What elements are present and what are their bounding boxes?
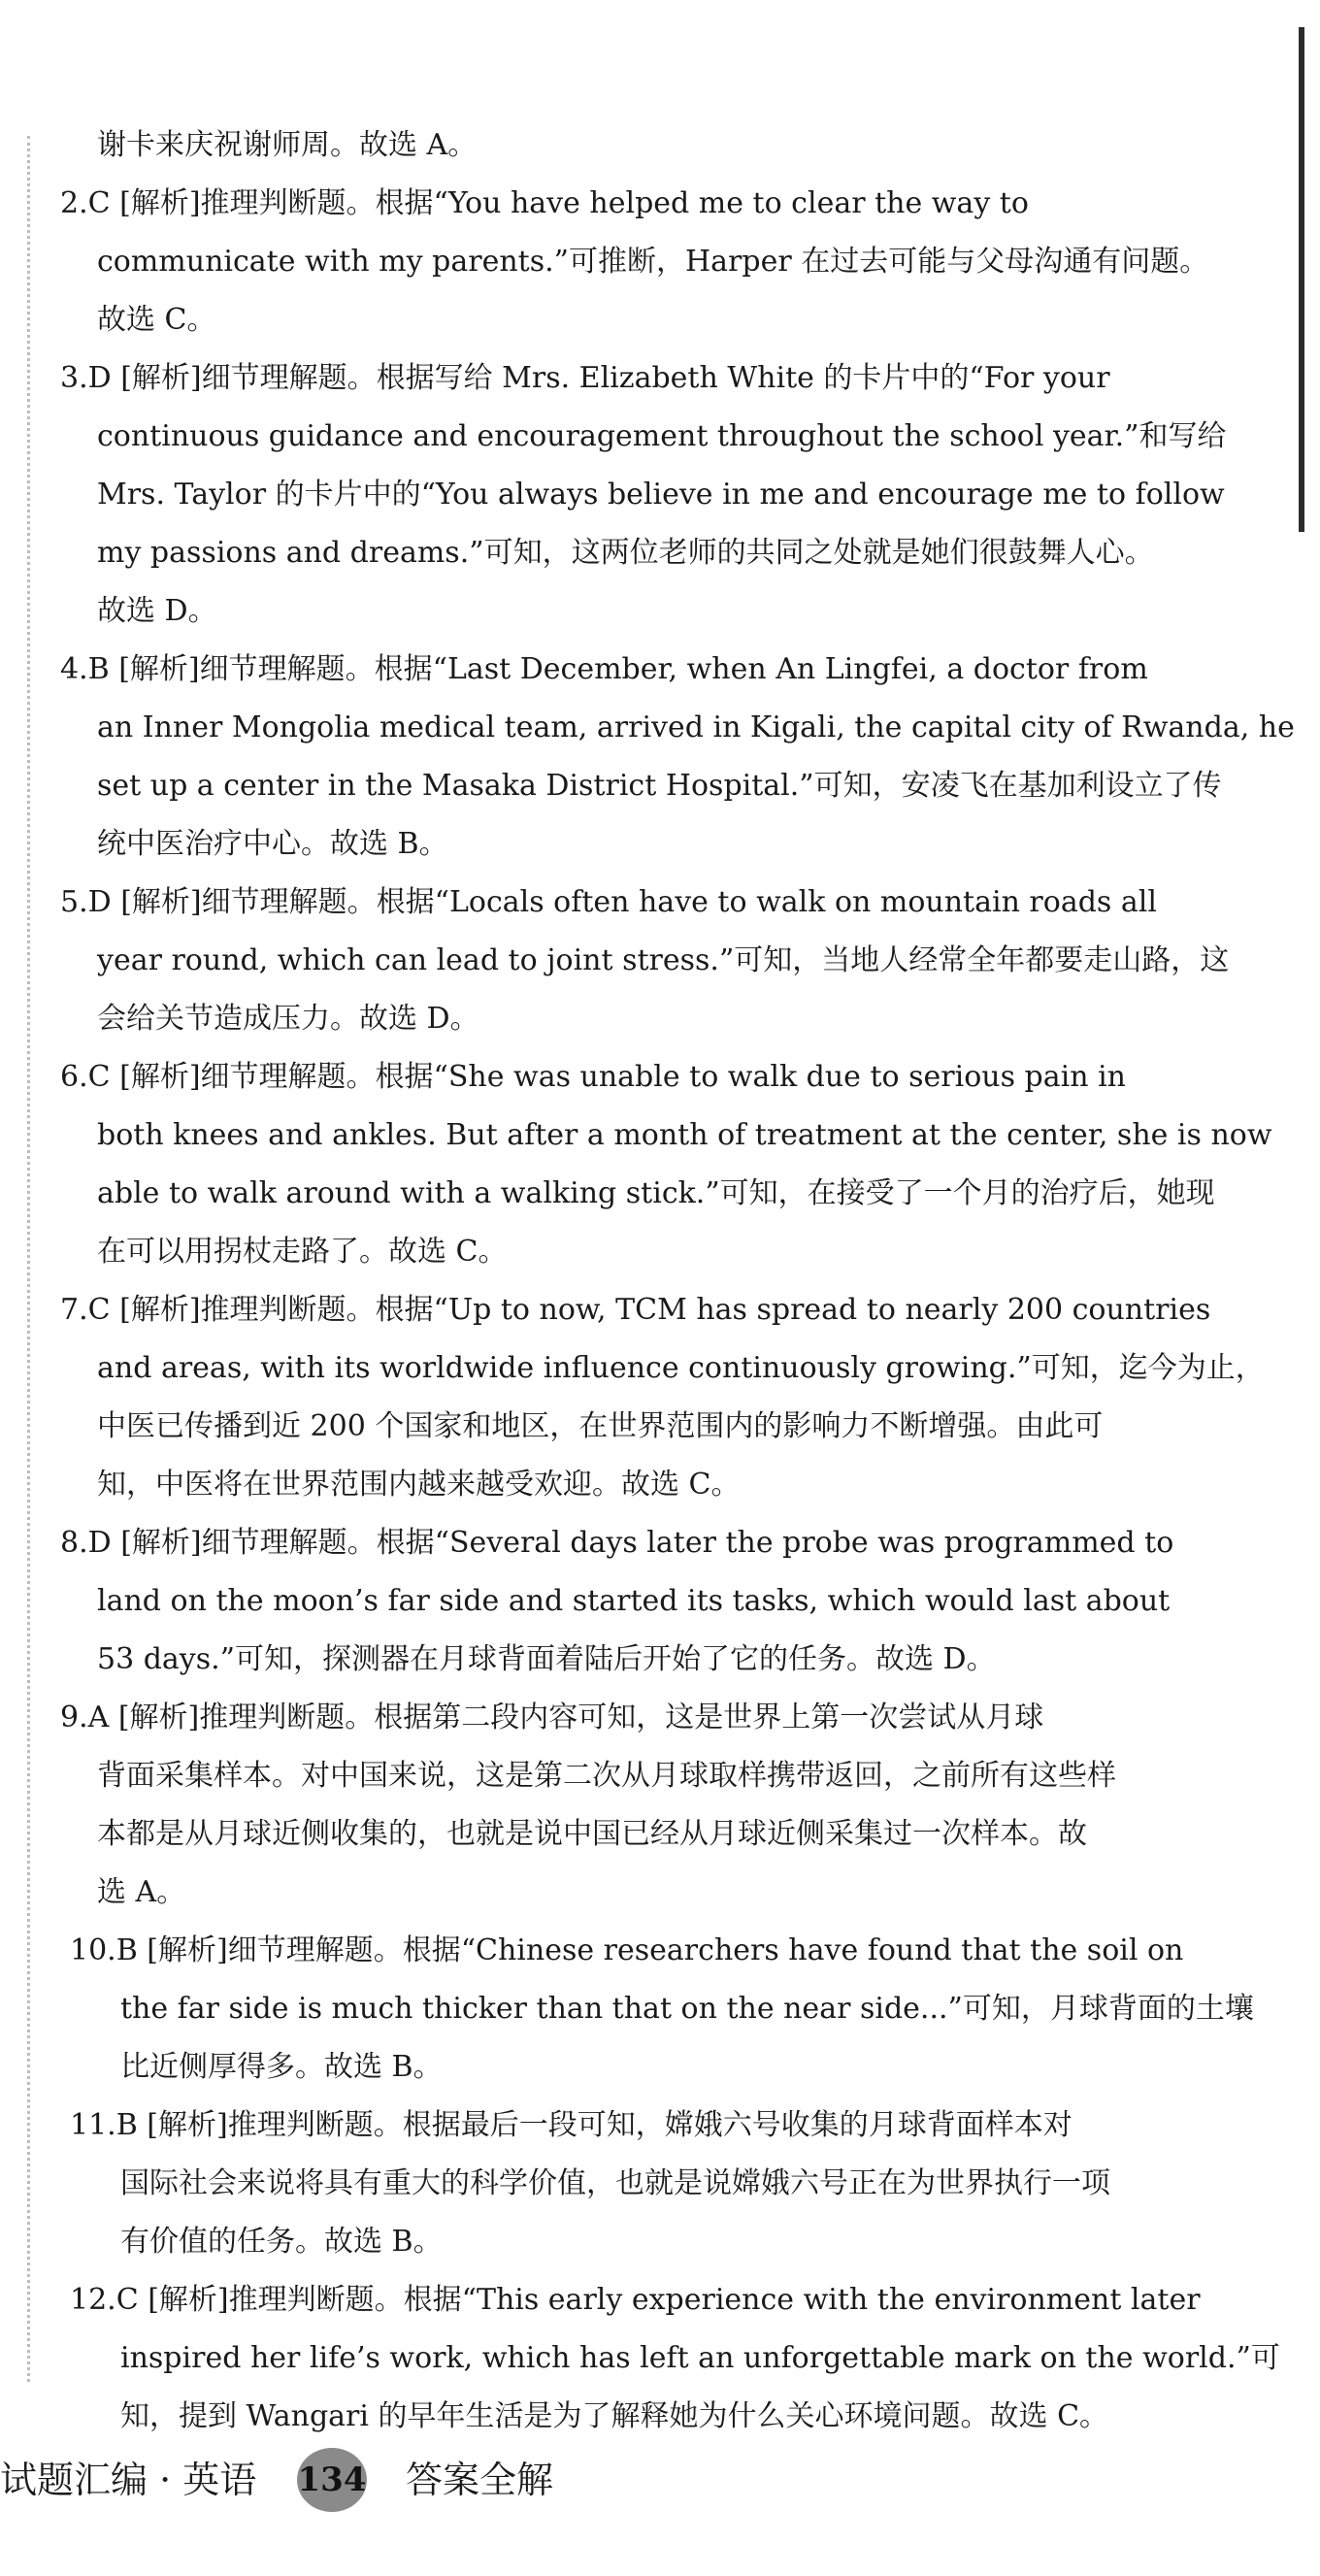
text-line: 2.C [解析]推理判断题。根据“You have helped me to clear the way to [60, 186, 1029, 220]
page-number: 134 [297, 2448, 367, 2512]
text-line: able to walk around with a walking stick.”可知，在接受了一个月的治疗后，她现 [97, 1176, 1215, 1210]
text-line: set up a center in the Masaka District Hospital.”可知，安凌飞在基加利设立了传 [97, 769, 1222, 803]
text-line: and areas, with its worldwide influence continuously growing.”可知，迄今为止， [97, 1351, 1265, 1385]
text-line: continuous guidance and encouragement throughout the school year.”和写给 [97, 419, 1227, 453]
text-line: 3.D [解析]细节理解题。根据写给 Mrs. Elizabeth White 的卡片中的“For your [60, 361, 1110, 395]
footer-book-title: 试题汇编 · 英语 [0, 2459, 257, 2501]
text-line: 5.D [解析]细节理解题。根据“Locals often have to walk on mountain roads all [60, 885, 1157, 919]
answer-explanations [60, 116, 1295, 2446]
text-line: 知，中医将在世界范围内越来越受欢迎。故选 C。 [97, 1468, 741, 1502]
text-line: 比近侧厚得多。故选 B。 [120, 2050, 443, 2084]
text-line: 会给关节造成压力。故选 D。 [97, 1002, 479, 1036]
text-line: 国际社会来说将具有重大的科学价值，也就是说嫦娥六号正在为世界执行一项 [120, 2166, 1110, 2200]
answer-item-3 [60, 349, 1227, 641]
text-line: 故选 D。 [97, 594, 217, 628]
text-line: Mrs. Taylor 的卡片中的“You always believe in me and encourage me to follow [97, 478, 1225, 512]
text-line: 知，提到 Wangari 的早年生活是为了解释她为什么关心环境问题。故选 C。 [120, 2399, 1109, 2433]
text-line: 有价值的任务。故选 B。 [120, 2225, 443, 2259]
text-line: 本都是从月球近侧收集的，也就是说中国已经从月球近侧采集过一次样本。故 [97, 1817, 1087, 1851]
answer-item-12 [70, 2271, 1280, 2446]
answer-item-11 [70, 2097, 1145, 2271]
text-line: communicate with my parents.”可推断，Harper 在过去可能与父母沟通有问题。 [97, 245, 1209, 279]
answer-item-2 [60, 175, 1209, 349]
text-line: 53 days.”可知，探测器在月球背面着陆后开始了它的任务。故选 D。 [97, 1642, 996, 1676]
text-line: 故选 C。 [97, 303, 216, 337]
answer-item-8 [60, 1514, 1174, 1689]
text-line: land on the moon’s far side and started its tasks, which would last about [97, 1584, 1171, 1618]
answer-item-10 [70, 1922, 1254, 2097]
text-line: both knees and ankles. But after a month of treatment at the center, she is now [97, 1118, 1272, 1152]
text-line: 7.C [解析]推理判断题。根据“Up to now, TCM has spread to nearly 200 countries [60, 1293, 1211, 1327]
answer-item-4 [60, 641, 1295, 874]
text-line: 选 A。 [97, 1875, 186, 1909]
page-footer [0, 2436, 679, 2524]
answer-item-7 [60, 1281, 1265, 1514]
text-line: 8.D [解析]细节理解题。根据“Several days later the probe was programmed to [60, 1526, 1174, 1560]
text-line: 4.B [解析]细节理解题。根据“Last December, when An Lingfei, a doctor from [60, 652, 1148, 686]
text-line: 在可以用拐杖走路了。故选 C。 [97, 1235, 508, 1269]
text-line: the far side is much thicker than that on the near side...”可知，月球背面的土壤 [120, 1992, 1254, 2026]
text-line: 背面采集样本。对中国来说，这是第二次从月球取样携带返回，之前所有这些样 [97, 1759, 1116, 1793]
text-line: my passions and dreams.”可知，这两位老师的共同之处就是她们很鼓舞人心。 [97, 536, 1154, 570]
text-line: year round, which can lead to joint stress.”可知，当地人经常全年都要走山路，这 [97, 943, 1230, 977]
text-line: 9.A [解析]推理判断题。根据第二段内容可知，这是世界上第一次尝试从月球 [60, 1701, 1044, 1734]
answer-item-9 [60, 1689, 1145, 1922]
answer-item-6 [60, 1048, 1272, 1281]
text-line: 10.B [解析]细节理解题。根据“Chinese researchers have found that the soil on [70, 1933, 1184, 1967]
text-line: 11.B [解析]推理判断题。根据最后一段可知，嫦娥六号收集的月球背面样本对 [70, 2108, 1072, 2142]
text-line: an Inner Mongolia medical team, arrived in Kigali, the capital city of Rwanda, he [97, 710, 1295, 744]
text-line: 谢卡来庆祝谢师周。故选 A。 [97, 128, 478, 162]
footer-section-title: 答案全解 [406, 2459, 554, 2501]
text-line: inspired her life’s work, which has left an unforgettable mark on the world.”可 [120, 2341, 1280, 2375]
text-line: 12.C [解析]推理判断题。根据“This early experience with the environment later [70, 2283, 1201, 2317]
answer-item-5 [60, 874, 1230, 1048]
text-line: 统中医治疗中心。故选 B。 [97, 827, 448, 861]
text-line: 6.C [解析]细节理解题。根据“She was unable to walk due to serious pain in [60, 1060, 1126, 1094]
item-1-tail [97, 116, 1145, 175]
page-edge-bar [1299, 27, 1304, 532]
margin-dotted-line [27, 136, 30, 2382]
text-line: 中医已传播到近 200 个国家和地区，在世界范围内的影响力不断增强。由此可 [97, 1409, 1104, 1443]
